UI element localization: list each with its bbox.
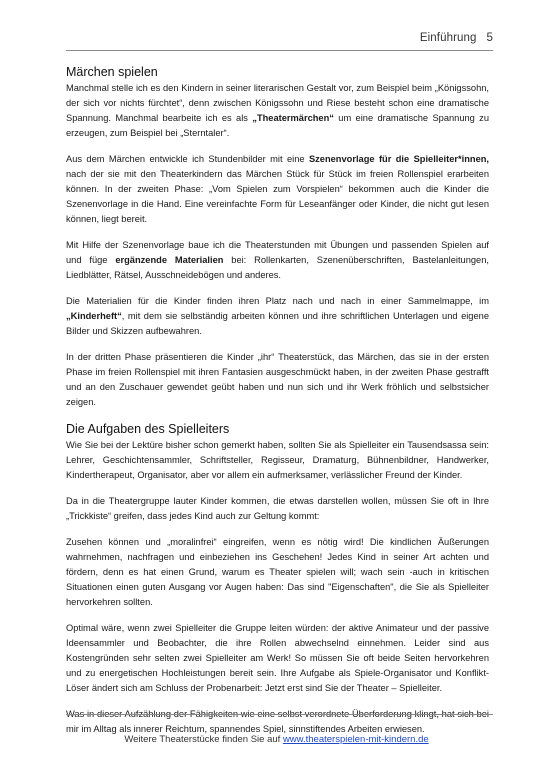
paragraph: Optimal wäre, wenn zwei Spielleiter die Gruppe leiten würden: der aktive Animateur und der passive Ideensammler und Beobachter, die ihre Rollen abwechselnd einnehmen. Leider sind aus Kostengründen sehr selten zwei Spielleiter am Werk! So müssen Sie oft beide Seiten hervorkehren und zu energetischen Hochleistungen bereit sein. Ihre Aufgabe als Spiele-Organisator und Konflikt-Löser ändert sich am Schluss der Probenarbeit: Jetzt erst sind Sie der Theater – Spielleiter.	[66, 623, 489, 693]
bold-text: „Kinderheft“	[66, 311, 122, 321]
text-run: bei: Rollenkarten, Szenenüberschriften, Bastelanleitungen, Liedblätter, Rätsel, Ausschneidebögen und anderes.	[66, 255, 489, 280]
paragraph	[66, 294, 489, 339]
text-run: Mit Hilfe der Szenenvorlage baue ich die Theaterstunden mit Übungen und passenden Spielen auf und füge	[66, 240, 489, 265]
footer-divider	[66, 714, 493, 715]
header-divider	[66, 50, 493, 51]
page-footer	[0, 734, 553, 745]
paragraph: Da in die Theatergruppe lauter Kinder kommen, die etwas darstellen wollen, müssen Sie oft in Ihre „Trickkiste“ greifen, dass jedes Kind auch zur Geltung kommt:	[66, 496, 489, 521]
header-title: Einführung	[419, 32, 477, 44]
text-run: Aus dem Märchen entwickle ich Stundenbilder mit eine	[66, 154, 309, 164]
section-heading-maerchen: Märchen spielen	[66, 65, 158, 79]
text-run: , mit dem sie selbständig arbeiten können und ihre schriftlichen Unterlagen und eigene Bilder und Skizzen aufbewahren.	[66, 311, 489, 336]
footer-website-link[interactable]: www.theaterspielen-mit-kindern.de	[282, 734, 429, 745]
main-content	[66, 64, 489, 748]
paragraph	[66, 81, 489, 141]
paragraph: Was in dieser Aufzählung der Fähigkeiten wie eine selbst verordnete Überforderung klingt, hat sich bei mir im Alltag als innerer Reichtum, spannendes Spiel, sinnstiftendes Arbeiten erwiesen.	[66, 709, 489, 734]
page-number: 5	[486, 32, 493, 44]
paragraph	[66, 238, 489, 283]
text-run: Die Materialien für die Kinder finden ihren Platz nach und nach in einer Sammelmappe, im	[66, 296, 489, 306]
bold-text: „Theatermärchen“	[252, 113, 334, 123]
paragraph: Zusehen können und „moralinfrei“ eingreifen, wenn es nötig wird! Die kindlichen Äußerungen wahrnehmen, nachfragen und einbeziehen ins Geschehen! Jedes Kind in seiner Art achten und fördern, denn es hat einen Grund, warum es Theater spielen will; wach sein -auch in kritischen Situationen einen guten Ausgang vor Augen haben: Das sind "Eigenschaften", die Sie als Spielleiter hervorkehren sollten.	[66, 537, 489, 607]
bold-text: Szenenvorlage für die Spielleiter*innen,	[308, 154, 490, 164]
page-header	[420, 32, 493, 44]
paragraph	[66, 152, 489, 227]
paragraph: Wie Sie bei der Lektüre bisher schon gemerkt haben, sollten Sie als Spielleiter ein Tausendsassa sein: Lehrer, Geschichtensammler, Schriftsteller, Regisseur, Dramaturg, Bühnenbildner, Handwerker, Kindertherapeut, Organisator, aber vor allem ein aufmerksamer, verlässlicher Freund der Kinder.	[66, 440, 489, 480]
bold-text: ergänzende Materialien	[115, 255, 224, 265]
text-run: nach der sie mit den Theaterkindern das Märchen Stück für Stück im freien Rollenspiel erarbeiten können. In der zweiten Phase: „Vom Spielen zum Vorspielen“ bekommen auch die Kinder die Szenenvorlage in die Hand. Eine vereinfachte Form für Leseanfänger oder Kinder, die nicht gut lesen können, liegt bereit.	[66, 169, 489, 224]
section-heading-spielleiter: Die Aufgaben des Spielleiters	[66, 422, 230, 436]
footer-text: Weitere Theaterstücke finden Sie auf	[124, 734, 283, 745]
text-run: Manchmal stelle ich es den Kindern in seiner literarischen Gestalt vor, zum Beispiel beim „Königssohn, der sich vor nichts fürchtet“, denn zwischen Königssohn und Riese besteht schon eine dramatische Spannung. Manchmal bearbeite ich es als	[66, 83, 489, 123]
paragraph: In der dritten Phase präsentieren die Kinder „ihr“ Theaterstück, das Märchen, das sie in der ersten Phase im freien Rollenspiel mit ihren Fantasien ausgeschmückt haben, in der zweiten Phase gestrafft und an den Zuschauer gewendet geübt haben und nun sich und ihr Werk fröhlich und selbstsicher zeigen.	[66, 352, 489, 407]
text-run: um eine dramatische Spannung zu erzeugen, zum Beispiel bei „Sterntaler“.	[66, 113, 490, 138]
